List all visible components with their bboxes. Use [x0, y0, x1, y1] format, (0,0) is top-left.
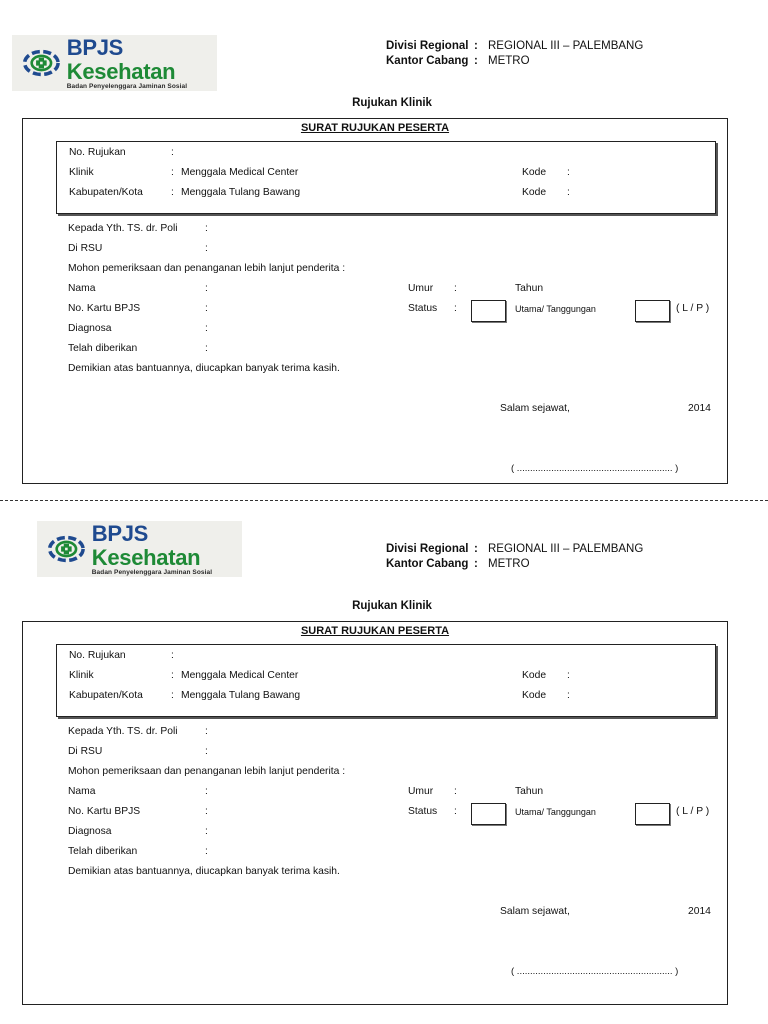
form-heading: SURAT RUJUKAN PESERTA: [300, 625, 450, 637]
divisi-label: Divisi Regional: [386, 543, 469, 555]
form-frame: SURAT RUJUKAN PESERTA No. Rujukan : Klinik : Menggala Medical Center Kode : Kabupaten/Kota : Menggala Tulang Bawang Kode : Kepada Yth. TS. dr. Poli : Di RSU : Mohon pemeriksaan dan penanganan lebih lanjut penderita : Nama : Umur : Tahun No. Kartu BPJS : Status : Utama/ Tanggungan ( L / P ) Diagnosa : Telah diberikan : Demikian atas bantuannya, diucapkan banyak terima kasih. Salam sejawat, 2014 ( ........................................................... ): [22, 118, 728, 484]
kode-label: Kode: [522, 187, 547, 198]
diagnosa-label: Diagnosa: [68, 323, 112, 334]
doc-title: Rujukan Klinik: [352, 97, 432, 109]
klinik-label: Klinik: [69, 167, 94, 178]
kepada-label: Kepada Yth. TS. dr. Poli: [68, 726, 178, 737]
kabupaten-label: Kabupaten/Kota: [69, 690, 143, 701]
tahun-label: Tahun: [515, 786, 544, 797]
kode-label: Kode: [522, 670, 547, 681]
year-text: 2014: [688, 403, 711, 414]
kartu-label: No. Kartu BPJS: [68, 303, 141, 314]
bpjs-emblem-icon: [22, 47, 61, 79]
bpjs-logo: [12, 35, 217, 91]
form-heading: SURAT RUJUKAN PESERTA: [300, 122, 450, 134]
mohon-text: Mohon pemeriksaan dan penanganan lebih lanjut penderita :: [68, 766, 346, 777]
signature-line: ( ........................................................... ): [511, 966, 679, 977]
no-rujukan-label: No. Rujukan: [69, 650, 126, 661]
status-label: Status: [408, 303, 438, 314]
utama-label: Utama/ Tanggungan: [515, 304, 596, 314]
kantor-label: Kantor Cabang: [386, 55, 469, 67]
demikian-text: Demikian atas bantuannya, diucapkan banyak terima kasih.: [68, 866, 340, 877]
referral-form-copy-2: [0, 503, 768, 1003]
di-rsu-label: Di RSU: [68, 243, 103, 254]
doc-title: Rujukan Klinik: [352, 600, 432, 612]
kode-label: Kode: [522, 167, 547, 178]
utama-label: Utama/ Tanggungan: [515, 807, 596, 817]
gender-checkbox[interactable]: [635, 300, 670, 322]
clinic-info-box: No. Rujukan : Klinik : Menggala Medical Center Kode : Kabupaten/Kota : Menggala Tulang Bawang Kode :: [56, 141, 716, 214]
lp-label: ( L / P ): [676, 806, 710, 817]
status-checkbox[interactable]: [471, 803, 506, 825]
nama-label: Nama: [68, 283, 96, 294]
diberikan-label: Telah diberikan: [68, 846, 138, 857]
kabupaten-value: Menggala Tulang Bawang: [181, 690, 301, 701]
divisi-value: REGIONAL III – PALEMBANG: [488, 40, 644, 52]
tahun-label: Tahun: [515, 283, 544, 294]
klinik-label: Klinik: [69, 670, 94, 681]
regional-header: Divisi Regional : REGIONAL III – PALEMBANG Kantor Cabang : METRO: [386, 40, 644, 67]
mohon-text: Mohon pemeriksaan dan penanganan lebih lanjut penderita :: [68, 263, 346, 274]
kantor-value: METRO: [488, 558, 530, 570]
diberikan-label: Telah diberikan: [68, 343, 138, 354]
kantor-label: Kantor Cabang: [386, 558, 469, 570]
bpjs-emblem-icon: [47, 533, 86, 565]
kantor-value: METRO: [488, 55, 530, 67]
referral-form-copy-1: [0, 0, 768, 500]
kode-label: Kode: [522, 690, 547, 701]
kabupaten-label: Kabupaten/Kota: [69, 187, 143, 198]
klinik-value: Menggala Medical Center: [181, 167, 299, 178]
kepada-label: Kepada Yth. TS. dr. Poli: [68, 223, 178, 234]
logo-subtitle: Badan Penyelenggara Jaminan Sosial: [91, 569, 213, 576]
salam-text: Salam sejawat,: [500, 906, 570, 917]
gender-checkbox[interactable]: [635, 803, 670, 825]
demikian-text: Demikian atas bantuannya, diucapkan banyak terima kasih.: [68, 363, 340, 374]
logo-brand-name: BPJS Kesehatan: [91, 521, 201, 570]
logo-brand-name: BPJS Kesehatan: [66, 35, 176, 84]
lp-label: ( L / P ): [676, 303, 710, 314]
cut-line: [0, 500, 768, 501]
kabupaten-value: Menggala Tulang Bawang: [181, 187, 301, 198]
no-rujukan-label: No. Rujukan: [69, 147, 126, 158]
salam-text: Salam sejawat,: [500, 403, 570, 414]
divisi-label: Divisi Regional: [386, 40, 469, 52]
form-frame: SURAT RUJUKAN PESERTA No. Rujukan : Klinik : Menggala Medical Center Kode : Kabupaten/Kota : Menggala Tulang Bawang Kode : Kepada Yth. TS. dr. Poli : Di RSU : Mohon pemeriksaan dan penanganan lebih lanjut penderita : Nama : Umur : Tahun No. Kartu BPJS : Status : Utama/ Tanggungan ( L / P ) Diagnosa : Telah diberikan : Demikian atas bantuannya, diucapkan banyak terima kasih. Salam sejawat, 2014 ( ........................................................... ): [22, 621, 728, 1005]
year-text: 2014: [688, 906, 711, 917]
status-checkbox[interactable]: [471, 300, 506, 322]
divisi-value: REGIONAL III – PALEMBANG: [488, 543, 644, 555]
di-rsu-label: Di RSU: [68, 746, 103, 757]
kartu-label: No. Kartu BPJS: [68, 806, 141, 817]
status-label: Status: [408, 806, 438, 817]
nama-label: Nama: [68, 786, 96, 797]
klinik-value: Menggala Medical Center: [181, 670, 299, 681]
clinic-info-box: No. Rujukan : Klinik : Menggala Medical Center Kode : Kabupaten/Kota : Menggala Tulang Bawang Kode :: [56, 644, 716, 717]
umur-label: Umur: [408, 786, 434, 797]
logo-subtitle: Badan Penyelenggara Jaminan Sosial: [66, 83, 188, 90]
regional-header: Divisi Regional : REGIONAL III – PALEMBANG Kantor Cabang : METRO: [386, 543, 644, 570]
diagnosa-label: Diagnosa: [68, 826, 112, 837]
umur-label: Umur: [408, 283, 434, 294]
bpjs-logo: [37, 521, 242, 577]
signature-line: ( ........................................................... ): [511, 463, 679, 474]
